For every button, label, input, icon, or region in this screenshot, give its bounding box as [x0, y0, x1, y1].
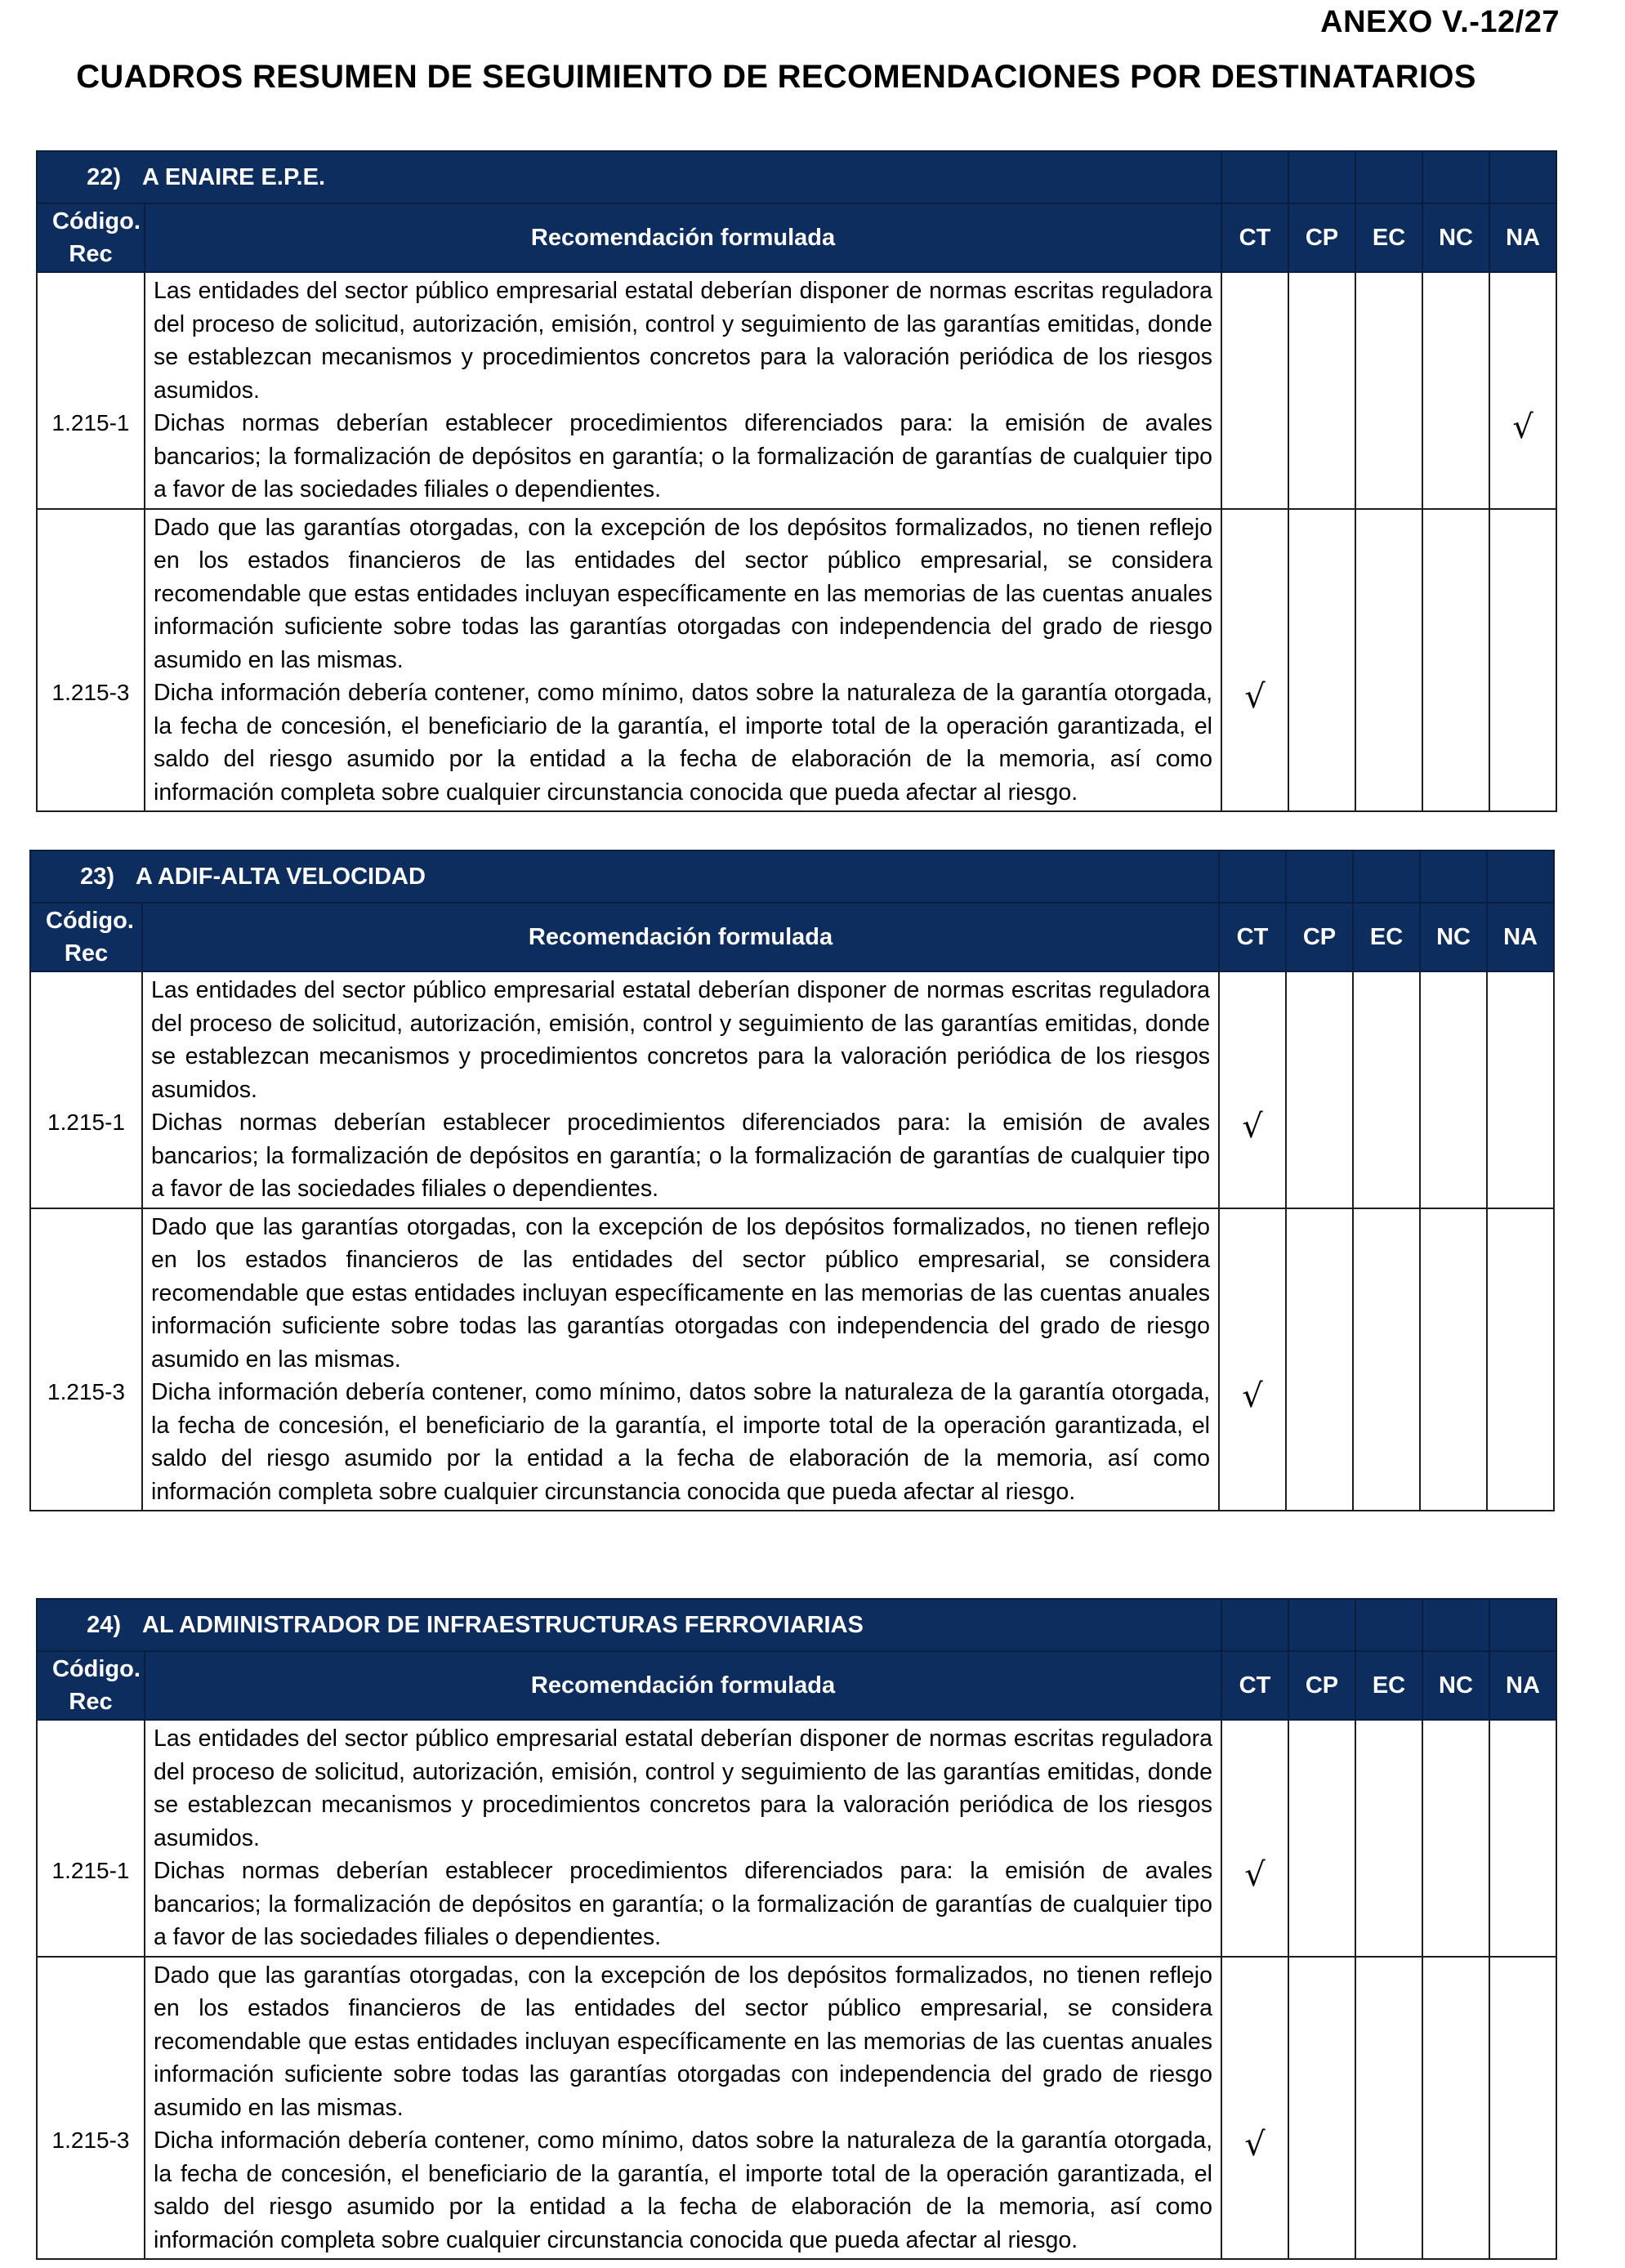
status-column-header-ct: CT — [1219, 903, 1286, 971]
recommendation-paragraph: Dicha información debería contener, como mínimo, datos sobre la naturaleza de la garantía otorgada, la fecha de concesión, el beneficiario de la garantía, el importe total de la operación garantizada, el saldo del riesgo asumido por la entidad a la fecha de elaboración de la memoria, así como información completa sobre cualquier circunstancia conocida que pueda afectar al riesgo. — [151, 1379, 1211, 1505]
table-recipient-header — [37, 151, 1221, 203]
status-cell-cp — [1286, 971, 1353, 1208]
header-blank-cell — [1288, 1599, 1355, 1651]
status-cell-nc — [1420, 971, 1487, 1208]
status-column-header-ec: EC — [1355, 203, 1422, 272]
recommendation-table — [29, 850, 1555, 1511]
table-row — [30, 971, 1554, 1208]
header-blank-cell — [1487, 850, 1554, 903]
status-cell-nc — [1422, 1720, 1489, 1957]
table-row — [37, 1720, 1556, 1957]
recommendation-code: 1.215-1 — [37, 1720, 145, 1957]
header-blank-cell — [1221, 151, 1288, 203]
recommendation-paragraph: Dicha información debería contener, como mínimo, datos sobre la naturaleza de la garantía otorgada, la fecha de concesión, el beneficiario de la garantía, el importe total de la operación garantizada, el saldo del riesgo asumido por la entidad a la fecha de elaboración de la memoria, así como información completa sobre cualquier circunstancia conocida que pueda afectar al riesgo. — [154, 2127, 1212, 2253]
status-cell-ec — [1355, 509, 1422, 812]
recommendation-code: 1.215-3 — [37, 1957, 145, 2260]
recommendation-code: 1.215-1 — [30, 971, 142, 1208]
status-cell-ct — [1219, 971, 1286, 1208]
recommendation-column-header: Recomendación formulada — [145, 1651, 1221, 1720]
status-column-header-ec: EC — [1355, 1651, 1422, 1720]
status-column-header-nc: NC — [1420, 903, 1487, 971]
table-row — [37, 509, 1556, 812]
code-column-header: Código. Rec — [37, 1651, 145, 1720]
status-column-header-ct: CT — [1221, 1651, 1288, 1720]
status-column-header-na: NA — [1489, 1651, 1556, 1720]
check-mark-icon: √ — [1512, 408, 1533, 446]
status-cell-ct — [1221, 1957, 1288, 2260]
status-cell-na — [1489, 272, 1556, 509]
recommendation-text — [145, 272, 1221, 509]
recommendation-column-header: Recomendación formulada — [145, 203, 1221, 272]
status-cell-cp — [1288, 509, 1355, 812]
table-row — [37, 1957, 1556, 2260]
header-blank-cell — [1422, 151, 1489, 203]
status-cell-na — [1489, 1720, 1556, 1957]
code-column-header: Código. Rec — [30, 903, 142, 971]
table-row — [37, 272, 1556, 509]
recommendation-paragraph: Dado que las garantías otorgadas, con la excepción de los depósitos formalizados, no tienen reflejo en los estados financieros de las entidades del sector público empresarial, se considera recomendable que estas entidades incluyan específicamente en las memorias de las cuentas anuales información suficiente sobre todas las garantías otorgadas con independencia del grado de riesgo asumido en las mismas. — [154, 514, 1213, 673]
status-column-header-ec: EC — [1353, 903, 1420, 971]
status-cell-ec — [1355, 1957, 1422, 2260]
check-mark-icon: √ — [1242, 1377, 1263, 1415]
page-title: CUADROS RESUMEN DE SEGUIMIENTO DE RECOMENDACIONES POR DESTINATARIOS — [76, 59, 1476, 95]
status-column-header-cp: CP — [1288, 1651, 1355, 1720]
table-recipient-header — [37, 1599, 1221, 1651]
recommendation-paragraph: Dichas normas deberían establecer procedimientos diferenciados para: la emisión de avales bancarios; la formalización de depósitos en garantía; o la formalización de garantías de cualquier tipo a favor de las sociedades filiales o dependientes. — [154, 1858, 1212, 1950]
header-blank-cell — [1489, 151, 1556, 203]
status-cell-ec — [1355, 1720, 1422, 1957]
status-cell-nc — [1422, 1957, 1489, 2260]
table-number: 22) — [87, 163, 121, 190]
status-column-header-na: NA — [1489, 203, 1556, 272]
header-blank-cell — [1420, 850, 1487, 903]
status-cell-nc — [1422, 509, 1489, 812]
status-cell-ec — [1353, 971, 1420, 1208]
code-column-header: Código. Rec — [37, 203, 145, 272]
status-column-header-cp: CP — [1286, 903, 1353, 971]
status-cell-cp — [1288, 1720, 1355, 1957]
header-blank-cell — [1286, 850, 1353, 903]
status-column-header-na: NA — [1487, 903, 1554, 971]
status-column-header-nc: NC — [1422, 203, 1489, 272]
table-row — [30, 1208, 1554, 1511]
recipient-name: A ENAIRE E.P.E. — [142, 163, 326, 190]
status-column-header-ct: CT — [1221, 203, 1288, 272]
status-cell-ct — [1221, 1720, 1288, 1957]
check-mark-icon: √ — [1244, 677, 1266, 716]
status-cell-ct — [1221, 272, 1288, 509]
status-cell-nc — [1420, 1208, 1487, 1511]
status-cell-na — [1487, 1208, 1554, 1511]
check-mark-icon: √ — [1244, 2125, 1266, 2163]
recommendation-paragraph: Dicha información debería contener, como mínimo, datos sobre la naturaleza de la garantía otorgada, la fecha de concesión, el beneficiario de la garantía, el importe total de la operación garantizada, el saldo del riesgo asumido por la entidad a la fecha de elaboración de la memoria, así como información completa sobre cualquier circunstancia conocida que pueda afectar al riesgo. — [154, 680, 1213, 806]
status-cell-ec — [1355, 272, 1422, 509]
recommendation-paragraph: Las entidades del sector público empresarial estatal deberían disponer de normas escritas reguladora del proceso de solicitud, autorización, emisión, control y seguimiento de las garantías emitidas, donde se establezcan mecanismos y procedimientos concretos para la valoración periódica de los riesgos asumidos. — [151, 977, 1211, 1103]
table-number: 24) — [87, 1611, 121, 1638]
status-cell-na — [1489, 1957, 1556, 2260]
recipient-name: AL ADMINISTRADOR DE INFRAESTRUCTURAS FERROVIARIAS — [142, 1611, 864, 1638]
recommendation-code: 1.215-3 — [30, 1208, 142, 1511]
status-cell-cp — [1288, 1957, 1355, 2260]
status-cell-ec — [1353, 1208, 1420, 1511]
header-blank-cell — [1422, 1599, 1489, 1651]
recommendation-column-header: Recomendación formulada — [142, 903, 1219, 971]
status-cell-cp — [1286, 1208, 1353, 1511]
status-column-header-cp: CP — [1288, 203, 1355, 272]
table-recipient-header — [30, 850, 1219, 903]
recommendation-text — [145, 1957, 1221, 2260]
recommendation-code: 1.215-3 — [37, 509, 145, 812]
header-blank-cell — [1489, 1599, 1556, 1651]
table-number: 23) — [80, 863, 114, 890]
check-mark-icon: √ — [1244, 1855, 1266, 1894]
recommendation-code: 1.215-1 — [37, 272, 145, 509]
recommendation-paragraph: Las entidades del sector público empresarial estatal deberían disponer de normas escritas reguladora del proceso de solicitud, autorización, emisión, control y seguimiento de las garantías emitidas, donde se establezcan mecanismos y procedimientos concretos para la valoración periódica de los riesgos asumidos. — [154, 278, 1213, 404]
recommendation-text — [142, 1208, 1219, 1511]
status-column-header-nc: NC — [1422, 1651, 1489, 1720]
header-blank-cell — [1221, 1599, 1288, 1651]
recommendation-table — [36, 150, 1557, 812]
recommendation-paragraph: Dichas normas deberían establecer procedimientos diferenciados para: la emisión de avales bancarios; la formalización de depósitos en garantía; o la formalización de garantías de cualquier tipo a favor de las sociedades filiales o dependientes. — [151, 1109, 1211, 1202]
recipient-name: A ADIF-ALTA VELOCIDAD — [136, 863, 426, 890]
recommendation-paragraph: Dado que las garantías otorgadas, con la excepción de los depósitos formalizados, no tienen reflejo en los estados financieros de las entidades del sector público empresarial, se considera recomendable que estas entidades incluyan específicamente en las memorias de las cuentas anuales información suficiente sobre todas las garantías otorgadas con independencia del grado de riesgo asumido en las mismas. — [151, 1213, 1211, 1373]
check-mark-icon: √ — [1242, 1107, 1263, 1145]
recommendation-paragraph: Las entidades del sector público empresarial estatal deberían disponer de normas escritas reguladora del proceso de solicitud, autorización, emisión, control y seguimiento de las garantías emitidas, donde se establezcan mecanismos y procedimientos concretos para la valoración periódica de los riesgos asumidos. — [154, 1726, 1212, 1851]
status-cell-cp — [1288, 272, 1355, 509]
recommendation-paragraph: Dado que las garantías otorgadas, con la excepción de los depósitos formalizados, no tienen reflejo en los estados financieros de las entidades del sector público empresarial, se considera recomendable que estas entidades incluyan específicamente en las memorias de las cuentas anuales información suficiente sobre todas las garantías otorgadas con independencia del grado de riesgo asumido en las mismas. — [154, 1962, 1212, 2121]
header-blank-cell — [1219, 850, 1286, 903]
recommendation-text — [142, 971, 1219, 1208]
status-cell-ct — [1221, 509, 1288, 812]
recommendation-text — [145, 1720, 1221, 1957]
header-blank-cell — [1355, 1599, 1422, 1651]
status-cell-nc — [1422, 272, 1489, 509]
status-cell-na — [1489, 509, 1556, 812]
recommendation-table — [36, 1598, 1557, 2260]
header-blank-cell — [1288, 151, 1355, 203]
status-cell-ct — [1219, 1208, 1286, 1511]
recommendation-paragraph: Dichas normas deberían establecer procedimientos diferenciados para: la emisión de avales bancarios; la formalización de depósitos en garantía; o la formalización de garantías de cualquier tipo a favor de las sociedades filiales o dependientes. — [154, 410, 1213, 502]
annex-label: ANEXO V.-12/27 — [1320, 5, 1560, 39]
header-blank-cell — [1353, 850, 1420, 903]
recommendation-text — [145, 509, 1221, 812]
header-blank-cell — [1355, 151, 1422, 203]
status-cell-na — [1487, 971, 1554, 1208]
